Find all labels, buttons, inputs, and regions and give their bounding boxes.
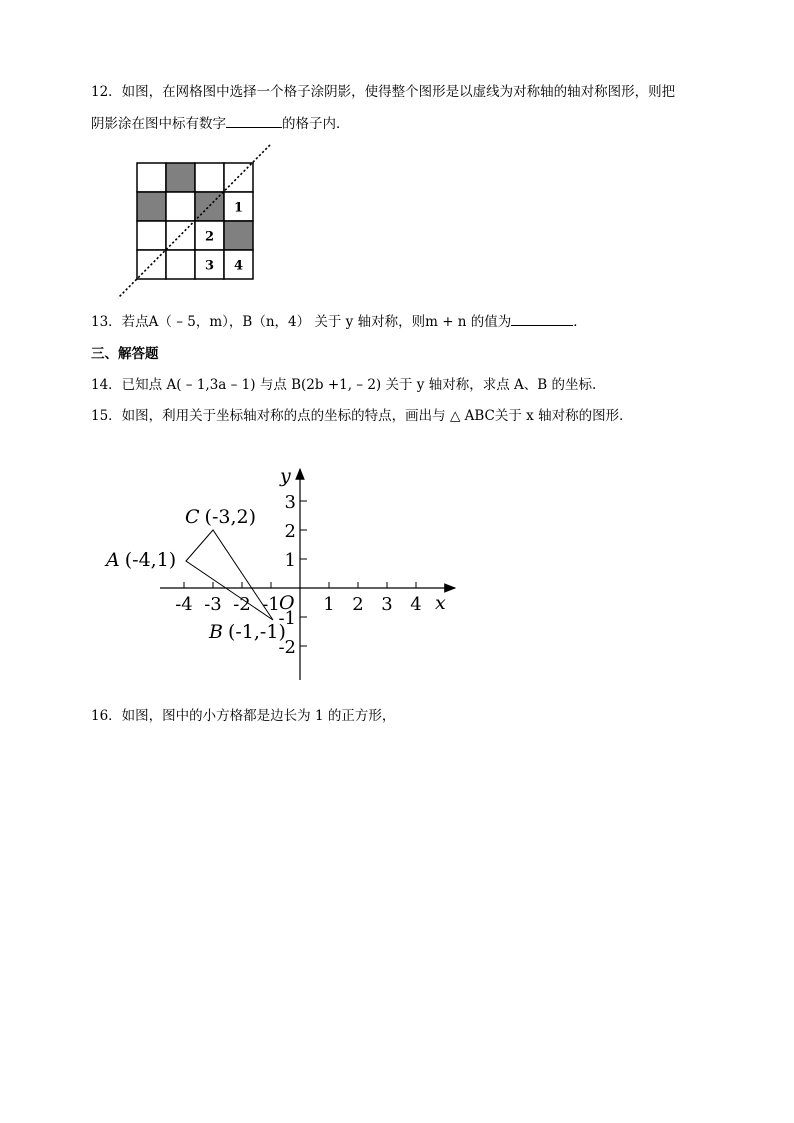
y-tick-label: 2 xyxy=(284,521,296,542)
y-tick-label: 1 xyxy=(284,550,296,571)
grid-cell xyxy=(137,163,166,192)
point-coord: (-4,1) xyxy=(124,549,177,571)
grid-cell-number-3: 3 xyxy=(204,258,215,274)
q14-text: 14．已知点 A( – 1,3a – 1) 与点 B(2b +1, – 2) 关于 y 轴对称，求点 A、B 的坐标. xyxy=(91,377,597,393)
answer-blank-12[interactable] xyxy=(226,114,282,128)
point-label-c xyxy=(185,506,256,528)
grid-cell-number-2: 2 xyxy=(204,229,215,245)
x-tick-label: -2 xyxy=(233,594,251,615)
x-tick-label: 3 xyxy=(381,594,393,615)
x-tick-label: -1 xyxy=(262,594,280,615)
point-labels xyxy=(104,506,286,643)
point-coord: (-1,-1) xyxy=(227,621,286,643)
grid-cell-number-1: 1 xyxy=(233,200,244,216)
x-tick-label: -3 xyxy=(204,594,222,615)
q15-text: 15．如图，利用关于坐标轴对称的点的坐标的特点，画出与 △ ABC关于 x 轴对称的图形． xyxy=(91,408,633,424)
q13-line xyxy=(91,312,587,332)
y-axis-label: y xyxy=(280,465,291,487)
origin-label: O xyxy=(279,592,295,614)
point-label-a xyxy=(104,549,176,571)
q12-line2-post: 的格子内． xyxy=(282,116,350,132)
x-tick-label: 4 xyxy=(410,594,422,615)
y-tick-label: -1 xyxy=(278,608,296,629)
q16-text: 16．如图，图中的小方格都是边长为 1 的正方形， xyxy=(91,708,396,724)
x-axis-label: x xyxy=(435,592,446,614)
point-coord: (-3,2) xyxy=(204,506,257,528)
point-name: C xyxy=(185,506,200,528)
q13-pre: 13．若点A（ – 5，m），B（n，4） 关于 y 轴对称，则m + n 的值为 xyxy=(91,314,512,330)
point-name: B xyxy=(209,621,223,643)
grid-cell-shaded xyxy=(224,221,253,250)
grid-cell xyxy=(137,221,166,250)
q15-coordinate-plot xyxy=(100,455,470,690)
grid-cell-shaded xyxy=(137,192,166,221)
point-name: A xyxy=(106,549,120,571)
q12-grid-figure xyxy=(110,140,280,305)
y-tick-label: 3 xyxy=(284,492,296,513)
x-tick-label: -4 xyxy=(175,594,193,615)
y-tick-label: -2 xyxy=(278,637,296,658)
q12-line1: 12．如图，在网格图中选择一个格子涂阴影，使得整个图形是以虚线为对称轴的轴对称图形，则把 xyxy=(91,84,676,100)
q12-line2 xyxy=(91,114,350,134)
q13-post: ． xyxy=(573,314,587,330)
x-tick-label: 1 xyxy=(323,594,335,615)
grid-cell xyxy=(166,250,195,279)
grid-cell-shaded xyxy=(166,163,195,192)
section-title-answer-questions: 三、解答题 xyxy=(91,346,159,362)
q12-line2-pre: 阴影涂在图中标有数字 xyxy=(91,116,226,132)
x-tick-label: 2 xyxy=(352,594,364,615)
grid-cell xyxy=(166,192,195,221)
x-ticks xyxy=(175,582,422,615)
point-label-b xyxy=(208,621,286,643)
grid-cell-number-4: 4 xyxy=(233,258,244,274)
triangle-abc xyxy=(186,530,273,620)
grid-cell xyxy=(195,163,224,192)
answer-blank-13[interactable] xyxy=(511,312,573,326)
